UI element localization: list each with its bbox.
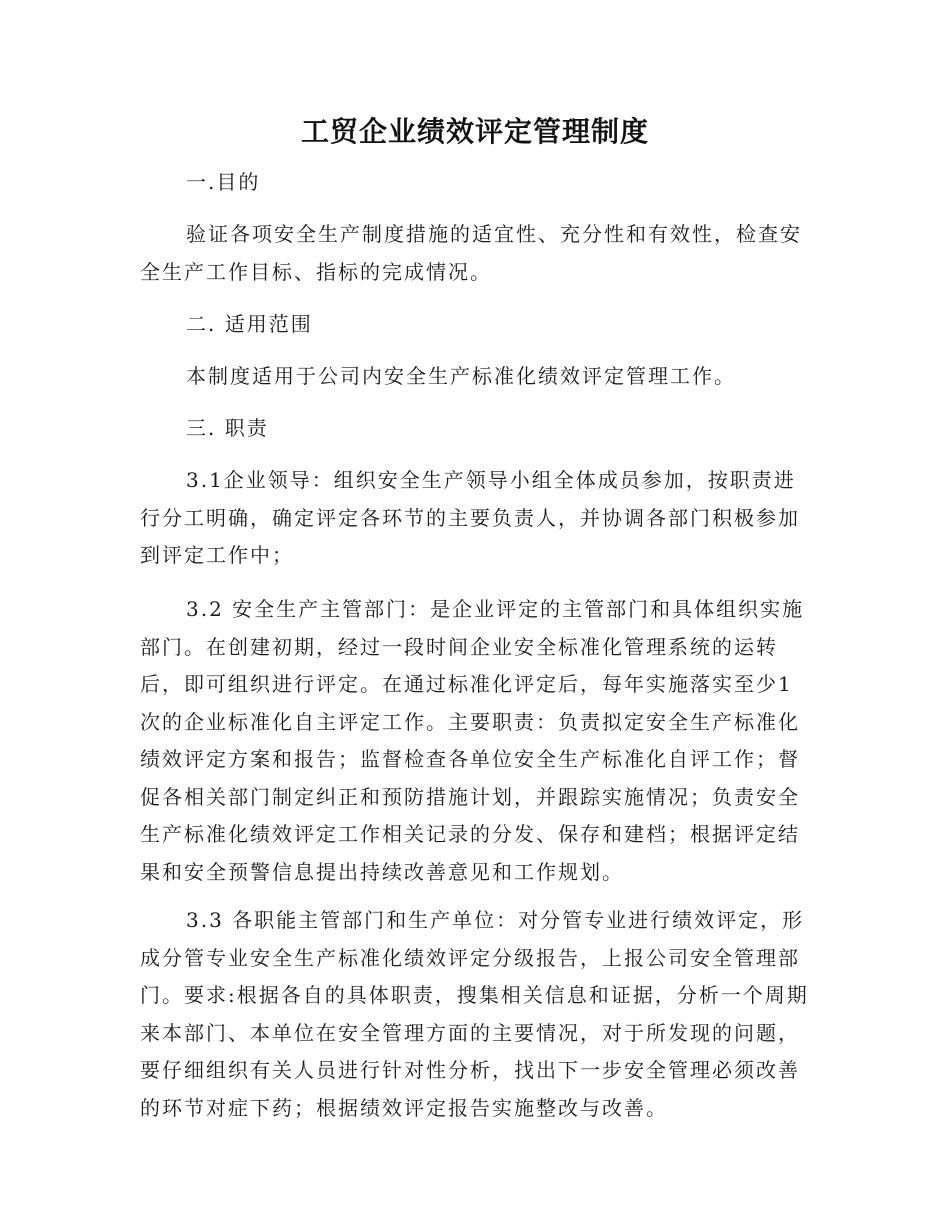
purpose-paragraph: 验证各项安全生产制度措施的适宜性、充分性和有效性，检查安全生产工作目标、指标的完成情况。 [140, 222, 802, 284]
scope-heading: 二. 适用范围 [186, 312, 313, 336]
duty-3-2-paragraph: 3.2 安全生产主管部门：是企业评定的主管部门和具体组织实施部门。在创建初期，经过一段时间企业安全标准化管理系统的运转后，即可组织进行评定。在通过标准化评定后，每年实施落实至少1次的企业标准化自主评定工作。主要职责：负责拟定安全生产标准化绩效评定方案和报告；监督检查各单位安全生产标准化自评工作；督促各相关部门制定纠正和预防措施计划，并跟踪实施情况；负责安全生产标准化绩效评定工作相关记录的分发、保存和建档；根据评定结果和安全预警信息提出持续改善意见和工作规划。 [140, 597, 805, 884]
scope-paragraph: 本制度适用于公司内安全生产标准化绩效评定管理工作。 [186, 364, 736, 388]
duty-3-1-paragraph: 3.1企业领导：组织安全生产领导小组全体成员参加，按职责进行分工明确，确定评定各环节的主要负责人，并协调各部门积极参加到评定工作中； [140, 468, 800, 567]
duty-heading: 三. 职责 [186, 416, 269, 440]
document-title: 工贸企业绩效评定管理制度 [300, 115, 649, 148]
purpose-heading: 一.目的 [186, 170, 261, 194]
duty-3-3-paragraph: 3.3 各职能主管部门和生产单位：对分管专业进行绩效评定，形成分管专业安全生产标准化绩效评定分级报告，上报公司安全管理部门。要求:根据各自的具体职责，搜集相关信息和证据，分析一个周期来本部门、本单位在安全管理方面的主要情况，对于所发现的问题，要仔细组织有关人员进行针对性分析，找出下一步安全管理必须改善的环节对症下药；根据绩效评定报告实施整改与改善。 [140, 908, 809, 1120]
